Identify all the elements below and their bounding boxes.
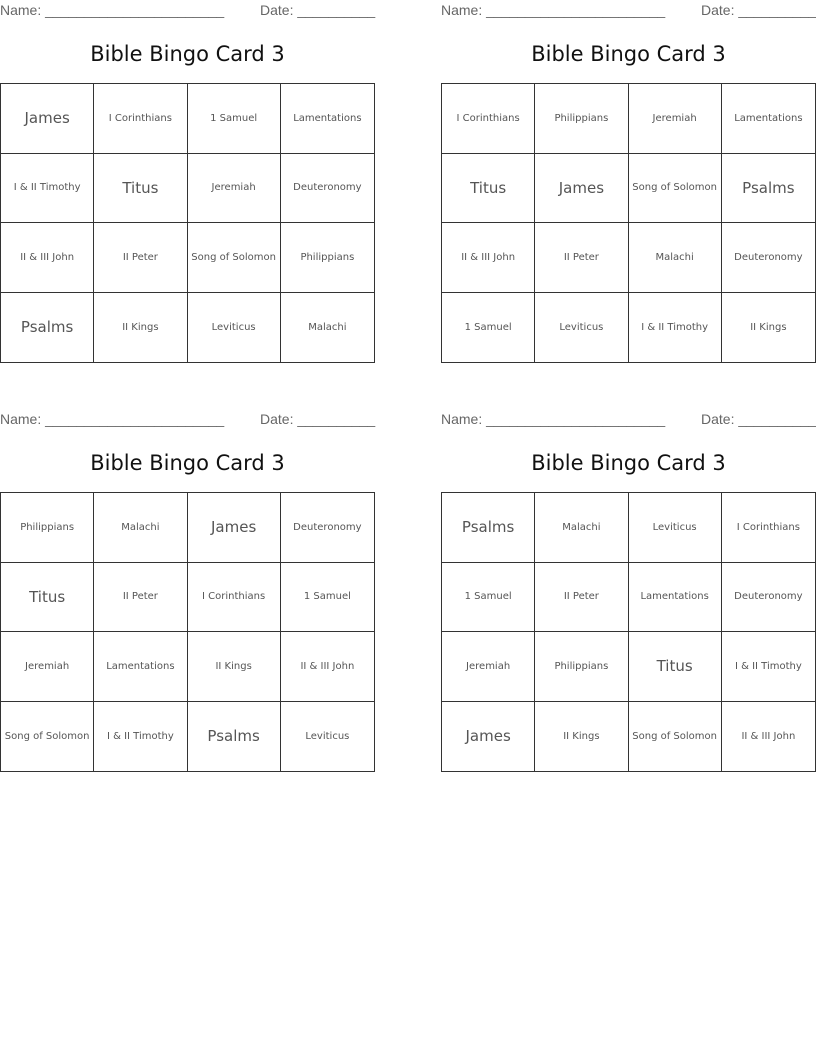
bingo-cell: Song of Solomon (629, 702, 722, 772)
bingo-cell: Lamentations (629, 563, 722, 633)
date-field-label: Date: __________ (701, 411, 816, 427)
bingo-cell: 1 Samuel (442, 293, 535, 363)
date-field-label: Date: __________ (260, 2, 376, 18)
bingo-cell: Philippians (535, 84, 628, 154)
bingo-cell: Malachi (535, 493, 628, 563)
bingo-cell: Titus (1, 563, 94, 633)
bingo-cell: Psalms (442, 493, 535, 563)
bingo-grid (0, 83, 375, 363)
bingo-cell: II Kings (750, 321, 787, 333)
bingo-grid (441, 492, 816, 772)
bingo-cell: Deuteronomy (722, 563, 815, 633)
card-header (441, 0, 816, 20)
bingo-cell: I & II Timothy (629, 293, 722, 363)
bingo-cell: Malachi (94, 493, 187, 563)
bingo-cell: Psalms (1, 293, 94, 363)
card-header (441, 409, 816, 429)
bingo-cell: II & III John (1, 223, 94, 293)
bingo-cell: Malachi (629, 223, 722, 293)
bingo-cell: Philippians (535, 632, 628, 702)
bingo-cell: Deuteronomy (281, 493, 374, 563)
bingo-cell: II & III John (442, 223, 535, 293)
bingo-cell: Song of Solomon (188, 223, 281, 293)
bingo-cell: I Corinthians (722, 493, 815, 563)
bingo-cell: I Corinthians (442, 84, 535, 154)
bingo-cell: Leviticus (305, 730, 350, 742)
bingo-cell: James (188, 493, 281, 563)
bingo-cell: I Corinthians (188, 563, 281, 633)
bingo-cell: Psalms (722, 154, 815, 224)
bingo-cell: 1 Samuel (281, 563, 374, 633)
date-field-label: Date: __________ (701, 2, 816, 18)
bingo-cell: I Corinthians (94, 84, 187, 154)
card-title: Bible Bingo Card 3 (531, 451, 726, 475)
bingo-cell: Song of Solomon (1, 702, 94, 772)
bingo-cell: Lamentations (94, 632, 187, 702)
bingo-cell: Psalms (188, 702, 281, 772)
bingo-cell: II Kings (94, 293, 187, 363)
date-field-label: Date: __________ (260, 411, 376, 427)
bingo-cell: Philippians (281, 223, 374, 293)
bingo-cell: Philippians (1, 493, 94, 563)
bingo-cell: Titus (442, 154, 535, 224)
bingo-cell: Jeremiah (629, 84, 722, 154)
bingo-cell: Deuteronomy (722, 223, 815, 293)
bingo-cell: I & II Timothy (94, 702, 187, 772)
bingo-cell: Lamentations (722, 84, 815, 154)
bingo-grid (441, 83, 816, 363)
bingo-cell: Song of Solomon (629, 154, 722, 224)
card-header (0, 409, 375, 429)
bingo-cell: Leviticus (629, 493, 722, 563)
card-title: Bible Bingo Card 3 (90, 42, 285, 66)
bingo-grid (0, 492, 375, 772)
card-title: Bible Bingo Card 3 (531, 42, 726, 66)
bingo-cell: Leviticus (535, 293, 628, 363)
bingo-cell: James (1, 84, 94, 154)
bingo-cell: II Peter (94, 563, 187, 633)
name-field-label: Name: _______________________ (441, 2, 666, 18)
card-title: Bible Bingo Card 3 (90, 451, 285, 475)
bingo-cell: II Kings (188, 632, 281, 702)
bingo-cell: James (535, 154, 628, 224)
name-field-label: Name: _______________________ (0, 411, 225, 427)
bingo-cell: II & III John (741, 730, 796, 742)
bingo-cell: James (442, 702, 535, 772)
bingo-cell: Lamentations (281, 84, 374, 154)
bingo-cell: Deuteronomy (281, 154, 374, 224)
bingo-cell: Malachi (308, 321, 347, 333)
bingo-cell: II & III John (281, 632, 374, 702)
bingo-cell: II Kings (535, 702, 628, 772)
bingo-cell: II Peter (535, 563, 628, 633)
bingo-cell: I & II Timothy (1, 154, 94, 224)
bingo-cell: Jeremiah (188, 154, 281, 224)
bingo-cell: Jeremiah (1, 632, 94, 702)
bingo-cell: II Peter (94, 223, 187, 293)
name-field-label: Name: _______________________ (441, 411, 666, 427)
bingo-cell: 1 Samuel (442, 563, 535, 633)
name-field-label: Name: _______________________ (0, 2, 225, 18)
bingo-cell: II Peter (535, 223, 628, 293)
bingo-cell: I & II Timothy (722, 632, 815, 702)
bingo-cell: Leviticus (188, 293, 281, 363)
bingo-cell: Jeremiah (442, 632, 535, 702)
bingo-cell: Titus (629, 632, 722, 702)
card-header (0, 0, 375, 20)
bingo-cell: 1 Samuel (188, 84, 281, 154)
bingo-cell: Titus (94, 154, 187, 224)
